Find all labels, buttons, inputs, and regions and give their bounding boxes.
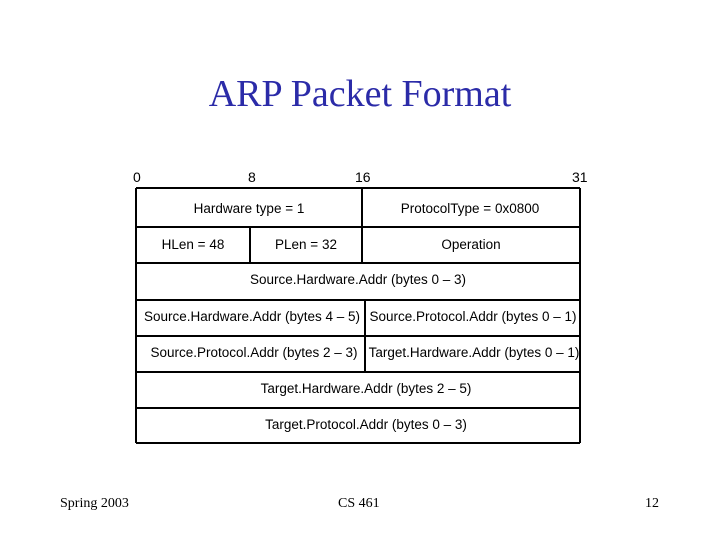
- cell-source-protocol-addr-0-1: Source.Protocol.Addr (bytes 0 – 1): [369, 309, 577, 324]
- cell-target-hardware-addr-0-1: Target.Hardware.Addr (bytes 0 – 1): [368, 345, 580, 360]
- footer-date: Spring 2003: [60, 496, 129, 511]
- cell-target-hardware-addr-2-5: Target.Hardware.Addr (bytes 2 – 5): [260, 381, 472, 396]
- cell-operation: Operation: [441, 237, 501, 252]
- cell-source-hardware-addr-4-5: Source.Hardware.Addr (bytes 4 – 5): [143, 309, 361, 324]
- cell-source-protocol-addr-2-3: Source.Protocol.Addr (bytes 2 – 3): [150, 345, 358, 360]
- cell-target-protocol-addr-0-3: Target.Protocol.Addr (bytes 0 – 3): [265, 417, 467, 432]
- cell-plen: PLen = 32: [275, 237, 337, 252]
- cell-hlen: HLen = 48: [161, 237, 225, 252]
- footer-course: CS 461: [338, 496, 380, 511]
- cell-source-hardware-addr-0-3: Source.Hardware.Addr (bytes 0 – 3): [249, 272, 467, 287]
- bit-label-8: 8: [248, 169, 256, 185]
- bit-label-16: 16: [355, 169, 371, 185]
- footer-page-number: 12: [645, 496, 659, 511]
- bit-label-0: 0: [133, 169, 141, 185]
- slide-title: ARP Packet Format: [208, 73, 512, 115]
- cell-hardware-type: Hardware type = 1: [193, 201, 305, 216]
- cell-protocol-type: ProtocolType = 0x0800: [400, 201, 540, 216]
- bit-label-31: 31: [572, 169, 588, 185]
